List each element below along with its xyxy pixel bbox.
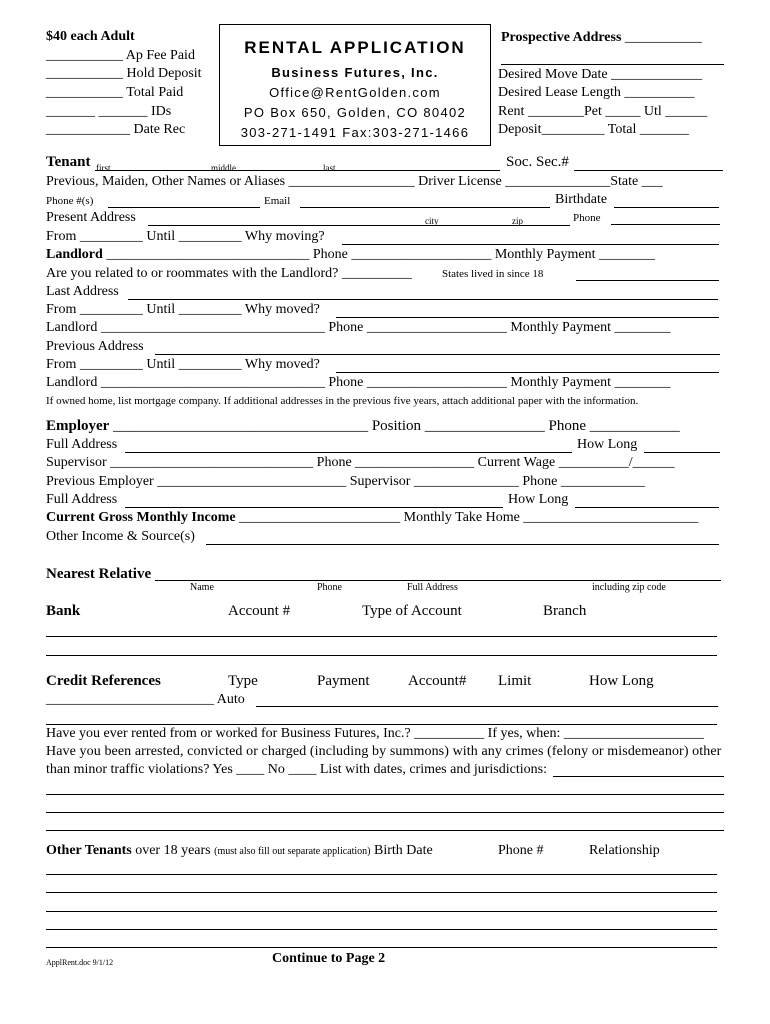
present-phone-label: Phone (573, 212, 601, 224)
tenant-first-caption: first (96, 163, 111, 173)
present-address-label: Present Address (46, 210, 136, 225)
other-tenants-note: (must also fill out separate application) (214, 846, 371, 857)
credit-limit-header: Limit (498, 673, 532, 689)
relative-zip-caption: including zip code (592, 582, 666, 593)
ap-fee-paid-field[interactable]: ___________ Ap Fee Paid (46, 48, 195, 63)
credit-how-long-header: How Long (589, 673, 654, 689)
landlord-row-1[interactable] (46, 247, 655, 263)
credit-auto-label[interactable]: ________________________ Auto (46, 692, 245, 707)
company-address: PO Box 650, Golden, CO 80402 (243, 105, 467, 120)
other-tenants-phone-header: Phone # (498, 843, 544, 858)
rent-pet-utl-field[interactable]: Rent ________Pet _____ Utl ______ (498, 104, 708, 119)
credit-auto-line[interactable] (256, 706, 718, 707)
other-tenants-over: over 18 years (131, 843, 215, 858)
birthdate-label: Birthdate (555, 192, 608, 207)
other-tenants-line-4[interactable] (46, 929, 717, 930)
email-line[interactable] (300, 207, 550, 208)
other-tenants-label: Other Tenants (46, 843, 132, 858)
previous-address-line[interactable] (155, 354, 720, 355)
why-moved-line-3[interactable] (336, 372, 719, 373)
ids-field[interactable]: _______ _______ IDs (46, 104, 172, 119)
why-moved-line-2[interactable] (336, 317, 719, 318)
nearest-relative-label: Nearest Relative (46, 566, 152, 582)
employer-row[interactable] (46, 418, 680, 435)
landlord-row-2[interactable]: Landlord ________________________________ Phone ____________________ Monthly Payment ________ (46, 320, 671, 335)
arrested-question-line-2[interactable]: than minor traffic violations? Yes ____ No ____ List with dates, crimes and jurisdictions: (46, 762, 547, 777)
tenant-name-line[interactable] (95, 170, 500, 171)
prospective-address-line[interactable] (501, 64, 724, 65)
tenant-middle-caption: middle (211, 163, 236, 173)
ssn-label: Soc. Sec.# (506, 154, 569, 170)
from-until-row-2[interactable]: From _________ Until _________ Why moved? (46, 302, 320, 317)
rented-question[interactable]: Have you ever rented from or worked for Business Futures, Inc.? __________ If yes, when: ____________________ (46, 726, 704, 741)
other-tenants-line-3[interactable] (46, 911, 717, 912)
date-rec-field[interactable]: ____________ Date Rec (46, 122, 186, 137)
supervisor-row[interactable]: Supervisor _____________________________ Phone _________________ Current Wage __________/______ (46, 455, 675, 470)
header-box (219, 24, 491, 146)
other-tenants-relationship-header: Relationship (589, 843, 660, 858)
present-zip-caption: zip (512, 216, 523, 226)
present-city-caption: city (425, 216, 439, 226)
continue-to-page-2: Continue to Page 2 (272, 951, 386, 966)
prospective-address-label: Prospective Address (501, 30, 622, 45)
how-long-line-1[interactable] (644, 452, 720, 453)
company-email: Office@RentGolden.com (269, 85, 441, 100)
last-address-label: Last Address (46, 284, 119, 299)
arrested-line-2[interactable] (46, 794, 724, 795)
ssn-line[interactable] (574, 170, 723, 171)
how-long-line-2[interactable] (575, 507, 719, 508)
phone-numbers-line[interactable] (108, 207, 260, 208)
other-income-label: Other Income & Source(s) (46, 529, 195, 544)
company-name: Business Futures, Inc. (271, 65, 439, 80)
employer-label: Employer (46, 418, 110, 434)
bank-type-header: Type of Account (362, 603, 462, 619)
arrested-line-4[interactable] (46, 830, 724, 831)
landlord-label-1: Landlord (46, 247, 103, 262)
email-label: Email (264, 195, 291, 207)
bank-line-2[interactable] (46, 655, 717, 656)
form-title: RENTAL APPLICATION (244, 38, 466, 57)
landlord-row-3[interactable]: Landlord ________________________________ Phone ____________________ Monthly Payment ________ (46, 375, 671, 390)
owned-home-note: If owned home, list mortgage company. If additional addresses in the previous five years, attach additional paper with the information. (46, 395, 639, 407)
full-address-label-2: Full Address (46, 492, 118, 507)
present-phone-line[interactable] (611, 224, 720, 225)
hold-deposit-field[interactable]: ___________ Hold Deposit (46, 66, 202, 81)
states-lived-label: States lived in since 18 (442, 268, 544, 280)
credit-type-header: Type (228, 673, 258, 689)
phone-numbers-label: Phone #(s) (46, 195, 94, 207)
why-moving-line[interactable] (342, 244, 719, 245)
from-until-row-3[interactable]: From _________ Until _________ Why moved? (46, 357, 320, 372)
from-until-row-1[interactable]: From _________ Until _________ Why moving? (46, 229, 325, 244)
how-long-label-2: How Long (508, 492, 569, 507)
prospective-address-fill[interactable]: ___________ (621, 30, 702, 45)
birthdate-line[interactable] (614, 207, 719, 208)
tenant-last-caption: last (323, 163, 336, 173)
arrested-answer-line[interactable] (553, 776, 724, 777)
landlord-fields-1[interactable]: _____________________________ Phone ____________________ Monthly Payment ________ (106, 247, 656, 262)
previous-employer-row[interactable]: Previous Employer ___________________________ Supervisor _______________ Phone ____________ (46, 474, 645, 489)
states-lived-line[interactable] (576, 280, 719, 281)
bank-line-1[interactable] (46, 636, 717, 637)
other-tenants-line-1[interactable] (46, 874, 717, 875)
desired-move-date-field[interactable]: Desired Move Date _____________ (498, 67, 703, 82)
other-tenants-birth-date: Birth Date (370, 843, 433, 858)
employer-fields[interactable]: __________________________________ Position ________________ Phone ____________ (113, 418, 680, 434)
company-phone-fax: 303-271-1491 Fax:303-271-1466 (240, 125, 470, 140)
full-address-line-2[interactable] (125, 507, 503, 508)
other-tenants-line-5[interactable] (46, 947, 717, 948)
document-id: ApplRent.doc 9/1/12 (46, 958, 114, 967)
bank-label: Bank (46, 603, 81, 619)
related-landlord-row[interactable]: Are you related to or roommates with the Landlord? __________ (46, 266, 412, 281)
credit-line-2[interactable] (46, 724, 717, 725)
other-tenants-row (46, 843, 433, 859)
desired-lease-length-field[interactable]: Desired Lease Length __________ (498, 85, 695, 100)
relative-phone-caption: Phone (317, 582, 342, 593)
relative-address-caption: Full Address (407, 582, 458, 593)
previous-address-label: Previous Address (46, 339, 144, 354)
bank-branch-header: Branch (543, 603, 587, 619)
credit-payment-header: Payment (317, 673, 370, 689)
full-address-line-1[interactable] (125, 452, 572, 453)
previous-names-row[interactable]: Previous, Maiden, Other Names or Aliases __________________ Driver License _______________State ___ (46, 174, 663, 189)
credit-references-label: Credit References (46, 673, 161, 689)
present-address-line[interactable] (148, 225, 570, 226)
total-paid-field[interactable]: ___________ Total Paid (46, 85, 184, 100)
how-long-label-1: How Long (577, 437, 638, 452)
credit-account-header: Account# (408, 673, 467, 689)
prospective-address-row[interactable] (501, 30, 702, 46)
fee-header: $40 each Adult (46, 29, 135, 44)
current-gross-row[interactable] (46, 510, 698, 526)
last-address-line[interactable] (128, 299, 718, 300)
current-gross-label: Current Gross Monthly Income (46, 510, 236, 525)
relative-name-caption: Name (190, 582, 214, 593)
deposit-total-field[interactable]: Deposit_________ Total _______ (498, 122, 689, 137)
bank-account-header: Account # (228, 603, 291, 619)
other-tenants-line-2[interactable] (46, 892, 717, 893)
tenant-label: Tenant (46, 154, 91, 170)
arrested-question-line-1: Have you been arrested, convicted or charged (including by summons) with any crimes (felony or misdemeanor) other (46, 744, 722, 759)
nearest-relative-line[interactable] (155, 580, 721, 581)
other-income-line[interactable] (206, 544, 719, 545)
current-gross-fields[interactable]: _______________________ Monthly Take Home _________________________ (239, 510, 699, 525)
arrested-line-3[interactable] (46, 812, 724, 813)
full-address-label-1: Full Address (46, 437, 118, 452)
